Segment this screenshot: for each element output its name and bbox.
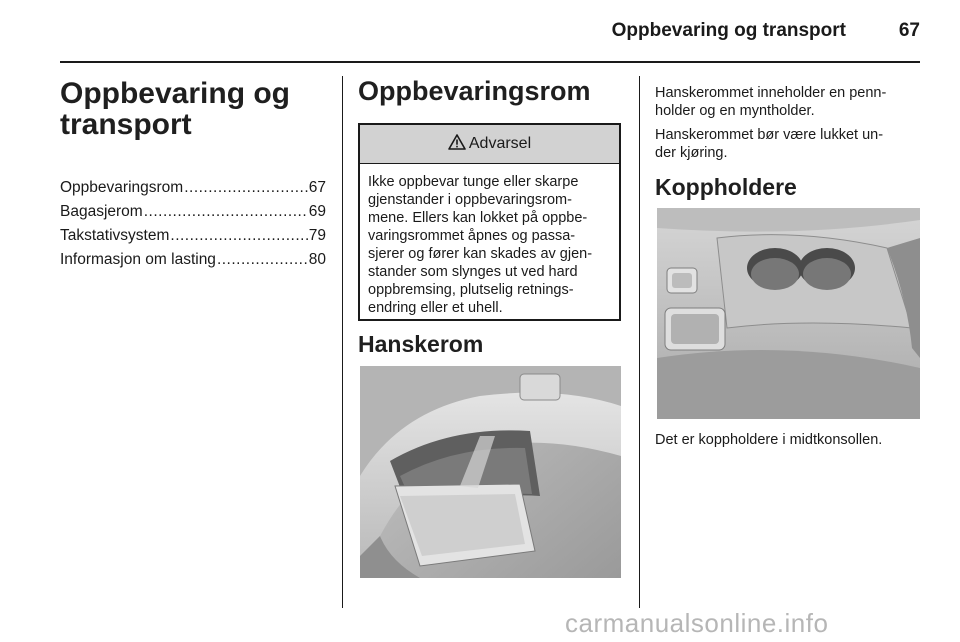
warning-triangle-icon — [448, 134, 466, 155]
warning-line: varingsrommet åpnes og passa- — [368, 228, 576, 244]
warning-text — [360, 164, 619, 317]
toc-leader-dots — [184, 176, 308, 200]
toc-leader-dots — [217, 248, 308, 272]
cupholder-illustration — [657, 208, 920, 419]
warning-line: Ikke oppbevar tunge eller skarpe — [368, 174, 579, 190]
chapter-title — [60, 78, 330, 140]
toc-entry[interactable] — [60, 176, 326, 200]
running-header-title: Oppbevaring og transport — [611, 20, 846, 41]
paragraph-line: holder og en myntholder. — [655, 103, 815, 119]
warning-line: stander som slynges ut ved hard — [368, 264, 578, 280]
chapter-title-line: transport — [60, 108, 192, 141]
table-of-contents — [60, 176, 326, 272]
warning-line: oppbremsing, plutselig retnings- — [368, 282, 574, 298]
warning-line: sjerer og fører kan skades av gjen- — [368, 246, 593, 262]
toc-entry-page: 80 — [308, 251, 326, 268]
toc-leader-dots — [144, 200, 308, 224]
watermark: carmanualsonline.info — [565, 608, 829, 638]
glovebox-illustration — [360, 366, 621, 578]
paragraph-line: Hanskerommet inneholder en penn- — [655, 85, 887, 101]
paragraph-line: Hanskerommet bør være lukket un- — [655, 127, 884, 143]
subsection-title-glovebox: Hanskerom — [358, 331, 484, 357]
toc-entry-label: Informasjon om lasting — [60, 251, 216, 268]
section-title: Oppbevaringsrom — [358, 76, 591, 106]
column-divider-right — [639, 76, 640, 608]
toc-entry[interactable] — [60, 248, 326, 272]
warning-line: endring eller et uhell. — [368, 300, 503, 316]
toc-entry[interactable] — [60, 200, 326, 224]
toc-entry-page: 67 — [308, 179, 326, 196]
toc-entry-label: Bagasjerom — [60, 203, 143, 220]
toc-entry-page: 79 — [308, 227, 326, 244]
toc-leader-dots — [170, 224, 307, 248]
toc-entry-label: Takstativsystem — [60, 227, 170, 244]
section-title-cupholders: Koppholdere — [655, 174, 797, 200]
toc-entry[interactable] — [60, 224, 326, 248]
column-divider-left — [342, 76, 343, 608]
page-number: 67 — [898, 20, 920, 41]
paragraph-line: der kjøring. — [655, 145, 728, 161]
toc-entry-label: Oppbevaringsrom — [60, 179, 184, 196]
warning-header — [360, 125, 619, 164]
chapter-title-line: Oppbevaring og — [60, 77, 291, 110]
warning-line: gjenstander i oppbevaringsrom- — [368, 192, 572, 208]
glovebox-description — [655, 78, 920, 168]
warning-box — [358, 123, 621, 321]
cupholder-caption: Det er koppholdere i midtkonsollen. — [655, 432, 883, 448]
header-rule — [60, 61, 920, 63]
toc-entry-page: 69 — [308, 203, 326, 220]
warning-line: mene. Ellers kan lokket på oppbe- — [368, 210, 588, 226]
warning-heading: Advarsel — [468, 135, 532, 152]
